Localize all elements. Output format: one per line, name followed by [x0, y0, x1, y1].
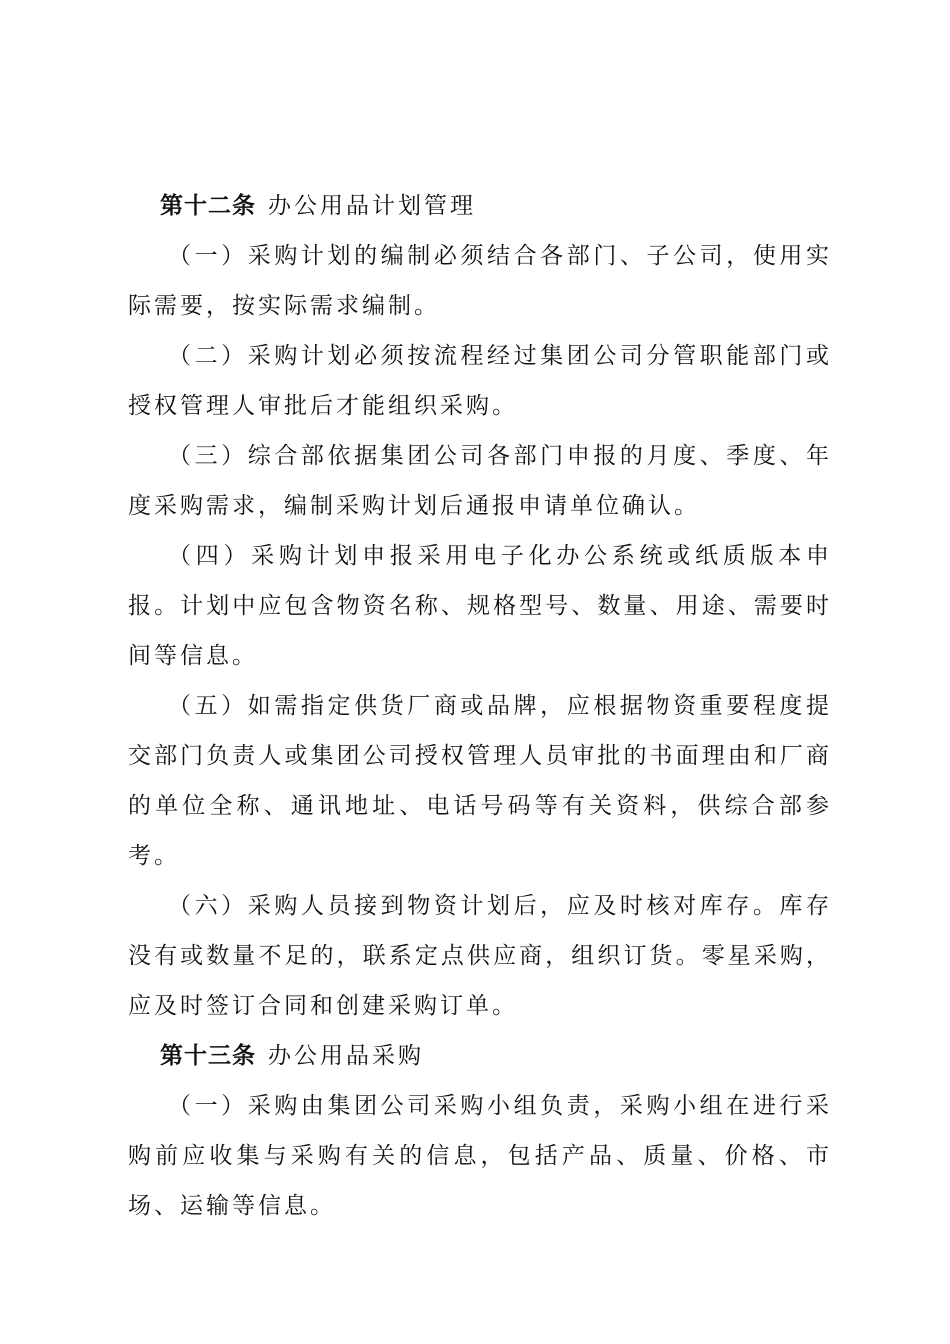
article-paragraph: （三）综合部依据集团公司各部门申报的月度、季度、年度采购需求，编制采购计划后通报申请单位确认。 [128, 443, 832, 519]
article-paragraph: （一）采购由集团公司采购小组负责，采购小组在进行采购前应收集与采购有关的信息，包括产品、质量、价格、市场、运输等信息。 [128, 1093, 832, 1219]
article-title: 办公用品计划管理 [268, 193, 476, 219]
article-number: 第十二条 [160, 193, 256, 219]
article-title: 办公用品采购 [268, 1043, 424, 1069]
article-paragraph: （二）采购计划必须按流程经过集团公司分管职能部门或授权管理人审批后才能组织采购。 [128, 343, 832, 419]
article-number: 第十三条 [160, 1043, 256, 1069]
article-paragraph: （四）采购计划申报采用电子化办公系统或纸质版本申报。计划中应包含物资名称、规格型号、数量、用途、需要时间等信息。 [128, 543, 832, 669]
article-heading-12 [128, 181, 832, 231]
article-heading-13 [128, 1031, 832, 1081]
article-paragraph: （一）采购计划的编制必须结合各部门、子公司，使用实际需要，按实际需求编制。 [128, 243, 832, 319]
document-body [128, 181, 832, 1231]
article-paragraph: （六）采购人员接到物资计划后，应及时核对库存。库存没有或数量不足的，联系定点供应商，组织订货。零星采购，应及时签订合同和创建采购订单。 [128, 893, 832, 1019]
article-paragraph: （五）如需指定供货厂商或品牌，应根据物资重要程度提交部门负责人或集团公司授权管理人员审批的书面理由和厂商的单位全称、通讯地址、电话号码等有关资料，供综合部参考。 [128, 693, 832, 869]
